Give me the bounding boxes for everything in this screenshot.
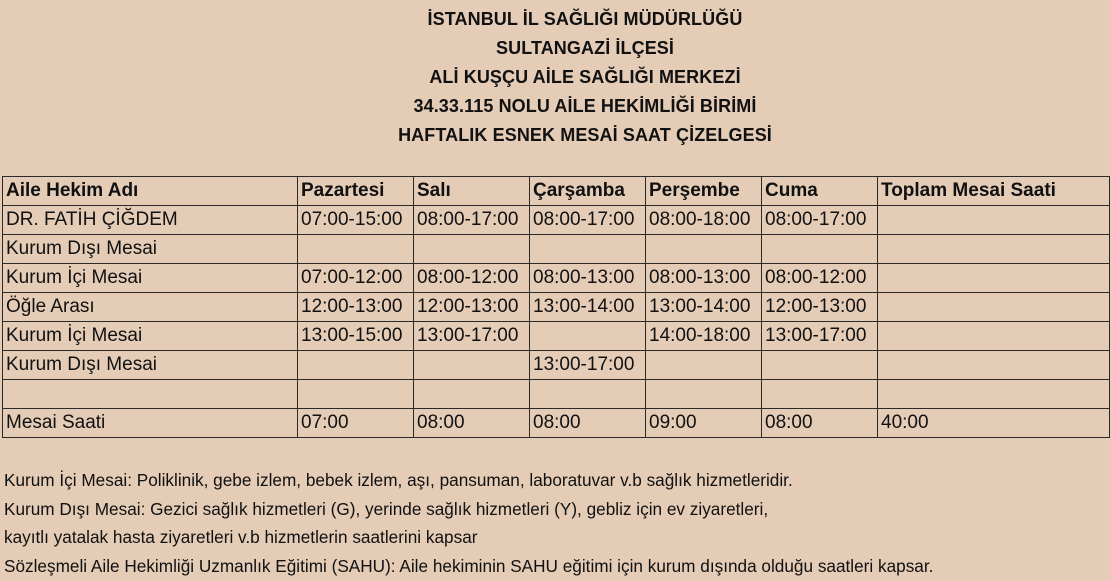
table-header-row <box>3 177 1110 206</box>
table-cell: 08:00-17:00 <box>414 206 530 235</box>
column-header: Pazartesi <box>298 177 414 206</box>
table-cell: 08:00-13:00 <box>530 264 646 293</box>
table-cell: 14:00-18:00 <box>646 322 762 351</box>
row-label-cell: Kurum Dışı Mesai <box>3 351 298 380</box>
table-cell: 12:00-13:00 <box>762 293 878 322</box>
table-cell <box>298 351 414 380</box>
table-cell <box>414 235 530 264</box>
table-cell <box>762 380 878 409</box>
table-row <box>3 206 1110 235</box>
table-cell <box>762 351 878 380</box>
table-row <box>3 293 1110 322</box>
table-cell <box>414 351 530 380</box>
schedule-table <box>2 176 1110 438</box>
table-cell <box>530 380 646 409</box>
table-cell: 07:00-15:00 <box>298 206 414 235</box>
table-cell: 08:00-17:00 <box>762 206 878 235</box>
column-header: Aile Hekim Adı <box>3 177 298 206</box>
table-cell: 13:00-14:00 <box>530 293 646 322</box>
table-cell: 13:00-14:00 <box>646 293 762 322</box>
table-cell: 08:00-12:00 <box>762 264 878 293</box>
header-title: HAFTALIK ESNEK MESAİ SAAT ÇİZELGESİ <box>398 125 772 145</box>
row-label-cell <box>3 380 298 409</box>
header-ministry: İSTANBUL İL SAĞLIĞI MÜDÜRLÜĞÜ <box>427 9 743 29</box>
table-cell: 13:00-17:00 <box>414 322 530 351</box>
table-cell <box>646 351 762 380</box>
table-cell <box>878 322 1110 351</box>
row-label-cell: Mesai Saati <box>3 409 298 438</box>
table-cell: 40:00 <box>878 409 1110 438</box>
table-row <box>3 409 1110 438</box>
table-cell <box>762 235 878 264</box>
table-cell: 08:00 <box>530 409 646 438</box>
table-cell: 08:00 <box>414 409 530 438</box>
column-header: Salı <box>414 177 530 206</box>
note-external-hours-cont: kayıtlı yatalak hasta ziyaretleri v.b hizmetlerin saatlerini kapsar <box>4 527 478 547</box>
table-cell: 07:00-12:00 <box>298 264 414 293</box>
table-cell <box>878 206 1110 235</box>
column-header: Çarşamba <box>530 177 646 206</box>
table-cell <box>530 322 646 351</box>
table-cell: 13:00-15:00 <box>298 322 414 351</box>
table-cell: 13:00-17:00 <box>762 322 878 351</box>
table-cell <box>878 264 1110 293</box>
table-cell: 13:00-17:00 <box>530 351 646 380</box>
document-header <box>0 5 1111 150</box>
table-row <box>3 264 1110 293</box>
row-label-cell: Kurum İçi Mesai <box>3 264 298 293</box>
row-label-cell: Kurum Dışı Mesai <box>3 235 298 264</box>
table-cell: 08:00-13:00 <box>646 264 762 293</box>
note-sahu: Sözleşmeli Aile Hekimliği Uzmanlık Eğitimi (SAHU): Aile hekiminin SAHU eğitimi için kurum dışında olduğu saatleri kapsar. <box>4 555 934 576</box>
table-cell <box>878 380 1110 409</box>
table-cell: 12:00-13:00 <box>414 293 530 322</box>
table-cell: 07:00 <box>298 409 414 438</box>
note-internal-hours: Kurum İçi Mesai: Poliklinik, gebe izlem, bebek izlem, aşı, pansuman, laboratuvar v.b sağlık hizmetleridir. <box>4 470 793 490</box>
table-cell <box>878 351 1110 380</box>
row-label-cell: Öğle Arası <box>3 293 298 322</box>
note-external-hours: Kurum Dışı Mesai: Gezici sağlık hizmetleri (G), yerinde sağlık hizmetleri (Y), gebliz için ev ziyaretleri, <box>4 498 769 519</box>
table-cell <box>414 380 530 409</box>
row-label-cell: DR. FATİH ÇİĞDEM <box>3 206 298 235</box>
header-center: ALİ KUŞÇU AİLE SAĞLIĞI MERKEZİ <box>429 67 741 87</box>
column-header: Perşembe <box>646 177 762 206</box>
table-cell: 08:00-18:00 <box>646 206 762 235</box>
header-unit: 34.33.115 NOLU AİLE HEKİMLİĞİ BİRİMİ <box>413 96 757 116</box>
table-cell: 08:00-17:00 <box>530 206 646 235</box>
table-row <box>3 380 1110 409</box>
table-cell <box>646 380 762 409</box>
notes <box>4 466 1109 580</box>
table-cell: 08:00 <box>762 409 878 438</box>
column-header: Cuma <box>762 177 878 206</box>
table-cell <box>878 293 1110 322</box>
row-label-cell: Kurum İçi Mesai <box>3 322 298 351</box>
table-cell <box>298 380 414 409</box>
table-cell: 09:00 <box>646 409 762 438</box>
column-header: Toplam Mesai Saati <box>878 177 1110 206</box>
table-cell <box>530 235 646 264</box>
table-cell <box>298 235 414 264</box>
table-row <box>3 235 1110 264</box>
table-cell <box>878 235 1110 264</box>
table-row <box>3 322 1110 351</box>
table-row <box>3 351 1110 380</box>
table-cell <box>646 235 762 264</box>
header-district: SULTANGAZİ İLÇESİ <box>495 38 675 58</box>
table-cell: 12:00-13:00 <box>298 293 414 322</box>
table-cell: 08:00-12:00 <box>414 264 530 293</box>
